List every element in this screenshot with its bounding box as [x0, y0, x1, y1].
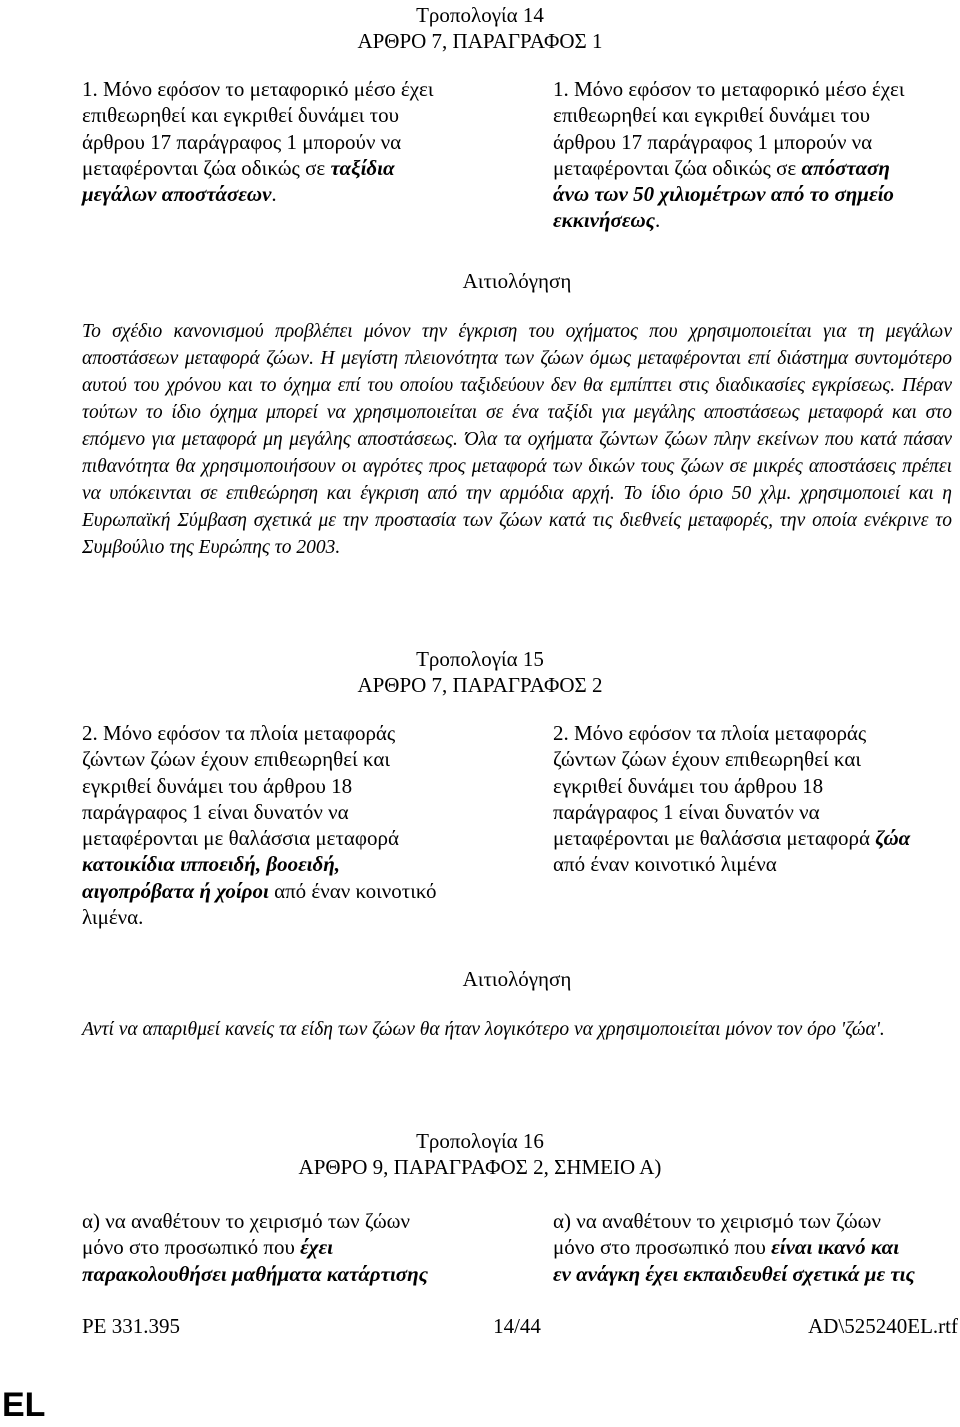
emphasized-text: κατοικίδια ιπποειδή, βοοειδή,	[82, 852, 341, 877]
text-line	[82, 746, 482, 772]
text-run: μόνο στο προσωπικό που	[82, 1235, 301, 1260]
amendment-16-title: Τροπολογία 16	[416, 1129, 544, 1153]
emphasized-text: έχει	[300, 1235, 333, 1260]
text-run: μεταφέρονται με θαλάσσια μεταφορά	[553, 826, 876, 851]
text-run: ζώντων ζώων έχουν επιθεωρηθεί και	[553, 747, 861, 772]
emphasized-text: παρακολουθήσει μαθήματα κατάρτισης	[82, 1261, 428, 1286]
text-run: από έναν κοινοτικό λιμένα	[553, 852, 777, 877]
text-line	[82, 904, 482, 930]
text-line	[82, 720, 482, 746]
text-run: 2. Μόνο εφόσον τα πλοία μεταφοράς	[553, 721, 867, 745]
text-line	[553, 825, 953, 851]
amendment-16-amended-text	[553, 1208, 958, 1287]
text-line	[82, 773, 482, 799]
amendment-14-article: ΑΡΘΡΟ 7, ΠΑΡΑΓΡΑΦΟΣ 1	[357, 29, 603, 53]
amendment-15-justification: Αντί να απαριθμεί κανείς τα είδη των ζώων θα ήταν λογικότερο να χρησιμοποιείται μόνον τον όρο 'ζώα'.	[82, 1019, 885, 1040]
text-line	[553, 102, 953, 128]
text-line	[82, 1261, 482, 1287]
footer-page-number: 14/44	[493, 1314, 541, 1338]
text-line	[82, 825, 482, 851]
text-line	[553, 1234, 958, 1260]
amendment-14-justification: Το σχέδιο κανονισμού προβλέπει μόνον την έγκριση του οχήματος που χρησιμοποιείται για τη μεγάλων αποστάσεων μεταφορά ζώων. Η μεγίστη πλειονότητα των ζώων όμως μεταφέρονται επί διάστημα συντομότερο αυτού του χρόνου και το όχημα επί του οποίου ταξιδεύουν δεν θα εμπίπτει στις διαδικασίες εγκρίσεως. Πέραν τούτων το ίδιο όχημα μπορεί να χρησιμοποιείται σε ένα ταξίδι για μεγάλης αποστάσεως μεταφορά και στο επόμενο για μεταφορά μη μεγάλης αποστάσεως. Όλα τα οχήματα ζώντων ζώων πλην εκείνων που κατά πάσαν πιθανότητα θα χρησιμοποιήσουν οι αγρότες προς μεταφορά των δικών τους ζώων σε μικρές αποστάσεις πρέπει να υπόκεινται σε επιθεώρηση και έγκριση από την αρμόδια αρχή. Το ίδιο όριο 50 χλμ. χρησιμοποιεί και η Ευρωπαϊκή Σύμβαση σχετικά με την προστασία των ζώων κατά τις διεθνείς μεταφορές, την οποία ενέκρινε το Συμβούλιο της Ευρώπης το 2003.	[82, 321, 952, 558]
amendment-16-original-text	[82, 1208, 482, 1287]
text-run: λιμένα.	[82, 905, 144, 930]
text-run: μεταφέρονται ζώα οδικώς σε	[82, 155, 331, 180]
text-line	[82, 799, 482, 825]
text-run: παράγραφος 1 είναι δυνατόν να	[82, 799, 349, 824]
amendment-15-original-text	[82, 720, 482, 930]
text-run: επιθεωρηθεί και εγκριθεί δυνάμει του	[553, 103, 870, 128]
text-line	[82, 155, 482, 181]
emphasized-text: απόσταση	[801, 155, 890, 180]
text-line	[82, 1234, 482, 1260]
text-line	[553, 129, 953, 155]
text-line	[553, 1261, 958, 1287]
amendment-16-article: ΑΡΘΡΟ 9, ΠΑΡΑΓΡΑΦΟΣ 2, ΣΗΜΕΙΟ Α)	[298, 1155, 662, 1179]
text-run: άρθρου 17 παράγραφος 1 μπορούν να	[82, 129, 402, 154]
amendment-15-title: Τροπολογία 15	[416, 647, 544, 671]
text-line	[553, 746, 953, 772]
text-line	[82, 878, 482, 904]
text-line	[82, 129, 482, 155]
text-line	[82, 1208, 482, 1234]
text-line	[553, 1208, 958, 1234]
text-line	[553, 207, 953, 233]
footer-reference: PE 331.395	[82, 1314, 181, 1338]
emphasized-text: ταξίδια	[330, 155, 395, 180]
text-run: 2. Μόνο εφόσον τα πλοία μεταφοράς	[82, 721, 396, 745]
text-line	[82, 76, 482, 102]
text-run: επιθεωρηθεί και εγκριθεί δυνάμει του	[82, 103, 399, 128]
amendment-14-original-text	[82, 76, 482, 207]
text-run: μόνο στο προσωπικό που	[553, 1235, 772, 1260]
amendment-15-amended-text	[553, 720, 953, 878]
amendment-14-amended-text	[553, 76, 953, 234]
text-run: α) να αναθέτουν το χειρισμό των ζώων	[82, 1209, 410, 1233]
amendment-15-article: ΑΡΘΡΟ 7, ΠΑΡΑΓΡΑΦΟΣ 2	[357, 673, 603, 697]
text-run: .	[655, 208, 661, 233]
text-line	[553, 720, 953, 746]
text-line	[82, 851, 482, 877]
text-line	[553, 76, 953, 102]
text-line	[82, 102, 482, 128]
text-run: μεταφέρονται ζώα οδικώς σε	[553, 155, 802, 180]
text-line	[553, 155, 953, 181]
emphasized-text: εκκινήσεως	[553, 208, 656, 233]
amendment-15-justification-title: Αιτιολόγηση	[462, 967, 572, 991]
amendment-14-justification-title: Αιτιολόγηση	[462, 269, 572, 293]
text-run: 1. Μόνο εφόσον το μεταφορικό μέσο έχει	[553, 77, 905, 101]
language-tab: EL	[0, 1384, 82, 1427]
text-run: μεταφέρονται με θαλάσσια μεταφορά	[82, 826, 400, 851]
text-run: α) να αναθέτουν το χειρισμό των ζώων	[553, 1209, 881, 1233]
text-run: εγκριθεί δυνάμει του άρθρου 18	[82, 773, 353, 798]
text-run: παράγραφος 1 είναι δυνατόν να	[553, 799, 820, 824]
text-line	[553, 181, 953, 207]
emphasized-text: είναι ικανό και	[771, 1235, 900, 1260]
emphasized-text: αιγοπρόβατα ή χοίροι	[82, 878, 269, 903]
text-run: από έναν κοινοτικό	[268, 878, 437, 903]
text-run: 1. Μόνο εφόσον το μεταφορικό μέσο έχει	[82, 77, 434, 101]
text-line	[553, 799, 953, 825]
text-run: άρθρου 17 παράγραφος 1 μπορούν να	[553, 129, 873, 154]
text-run: εγκριθεί δυνάμει του άρθρου 18	[553, 773, 824, 798]
text-line	[553, 851, 953, 877]
emphasized-text: ζώα	[875, 826, 911, 851]
amendment-14-title: Τροπολογία 14	[416, 3, 544, 27]
footer-filename: AD\525240EL.rtf	[808, 1314, 958, 1338]
text-line	[82, 181, 482, 207]
text-run: ζώντων ζώων έχουν επιθεωρηθεί και	[82, 747, 390, 772]
text-line	[553, 773, 953, 799]
emphasized-text: άνω των 50 χιλιομέτρων από το σημείο	[553, 182, 894, 207]
emphasized-text: εν ανάγκη έχει εκπαιδευθεί σχετικά με τις	[553, 1261, 915, 1286]
emphasized-text: μεγάλων αποστάσεων	[82, 182, 272, 207]
text-run: .	[271, 182, 277, 207]
